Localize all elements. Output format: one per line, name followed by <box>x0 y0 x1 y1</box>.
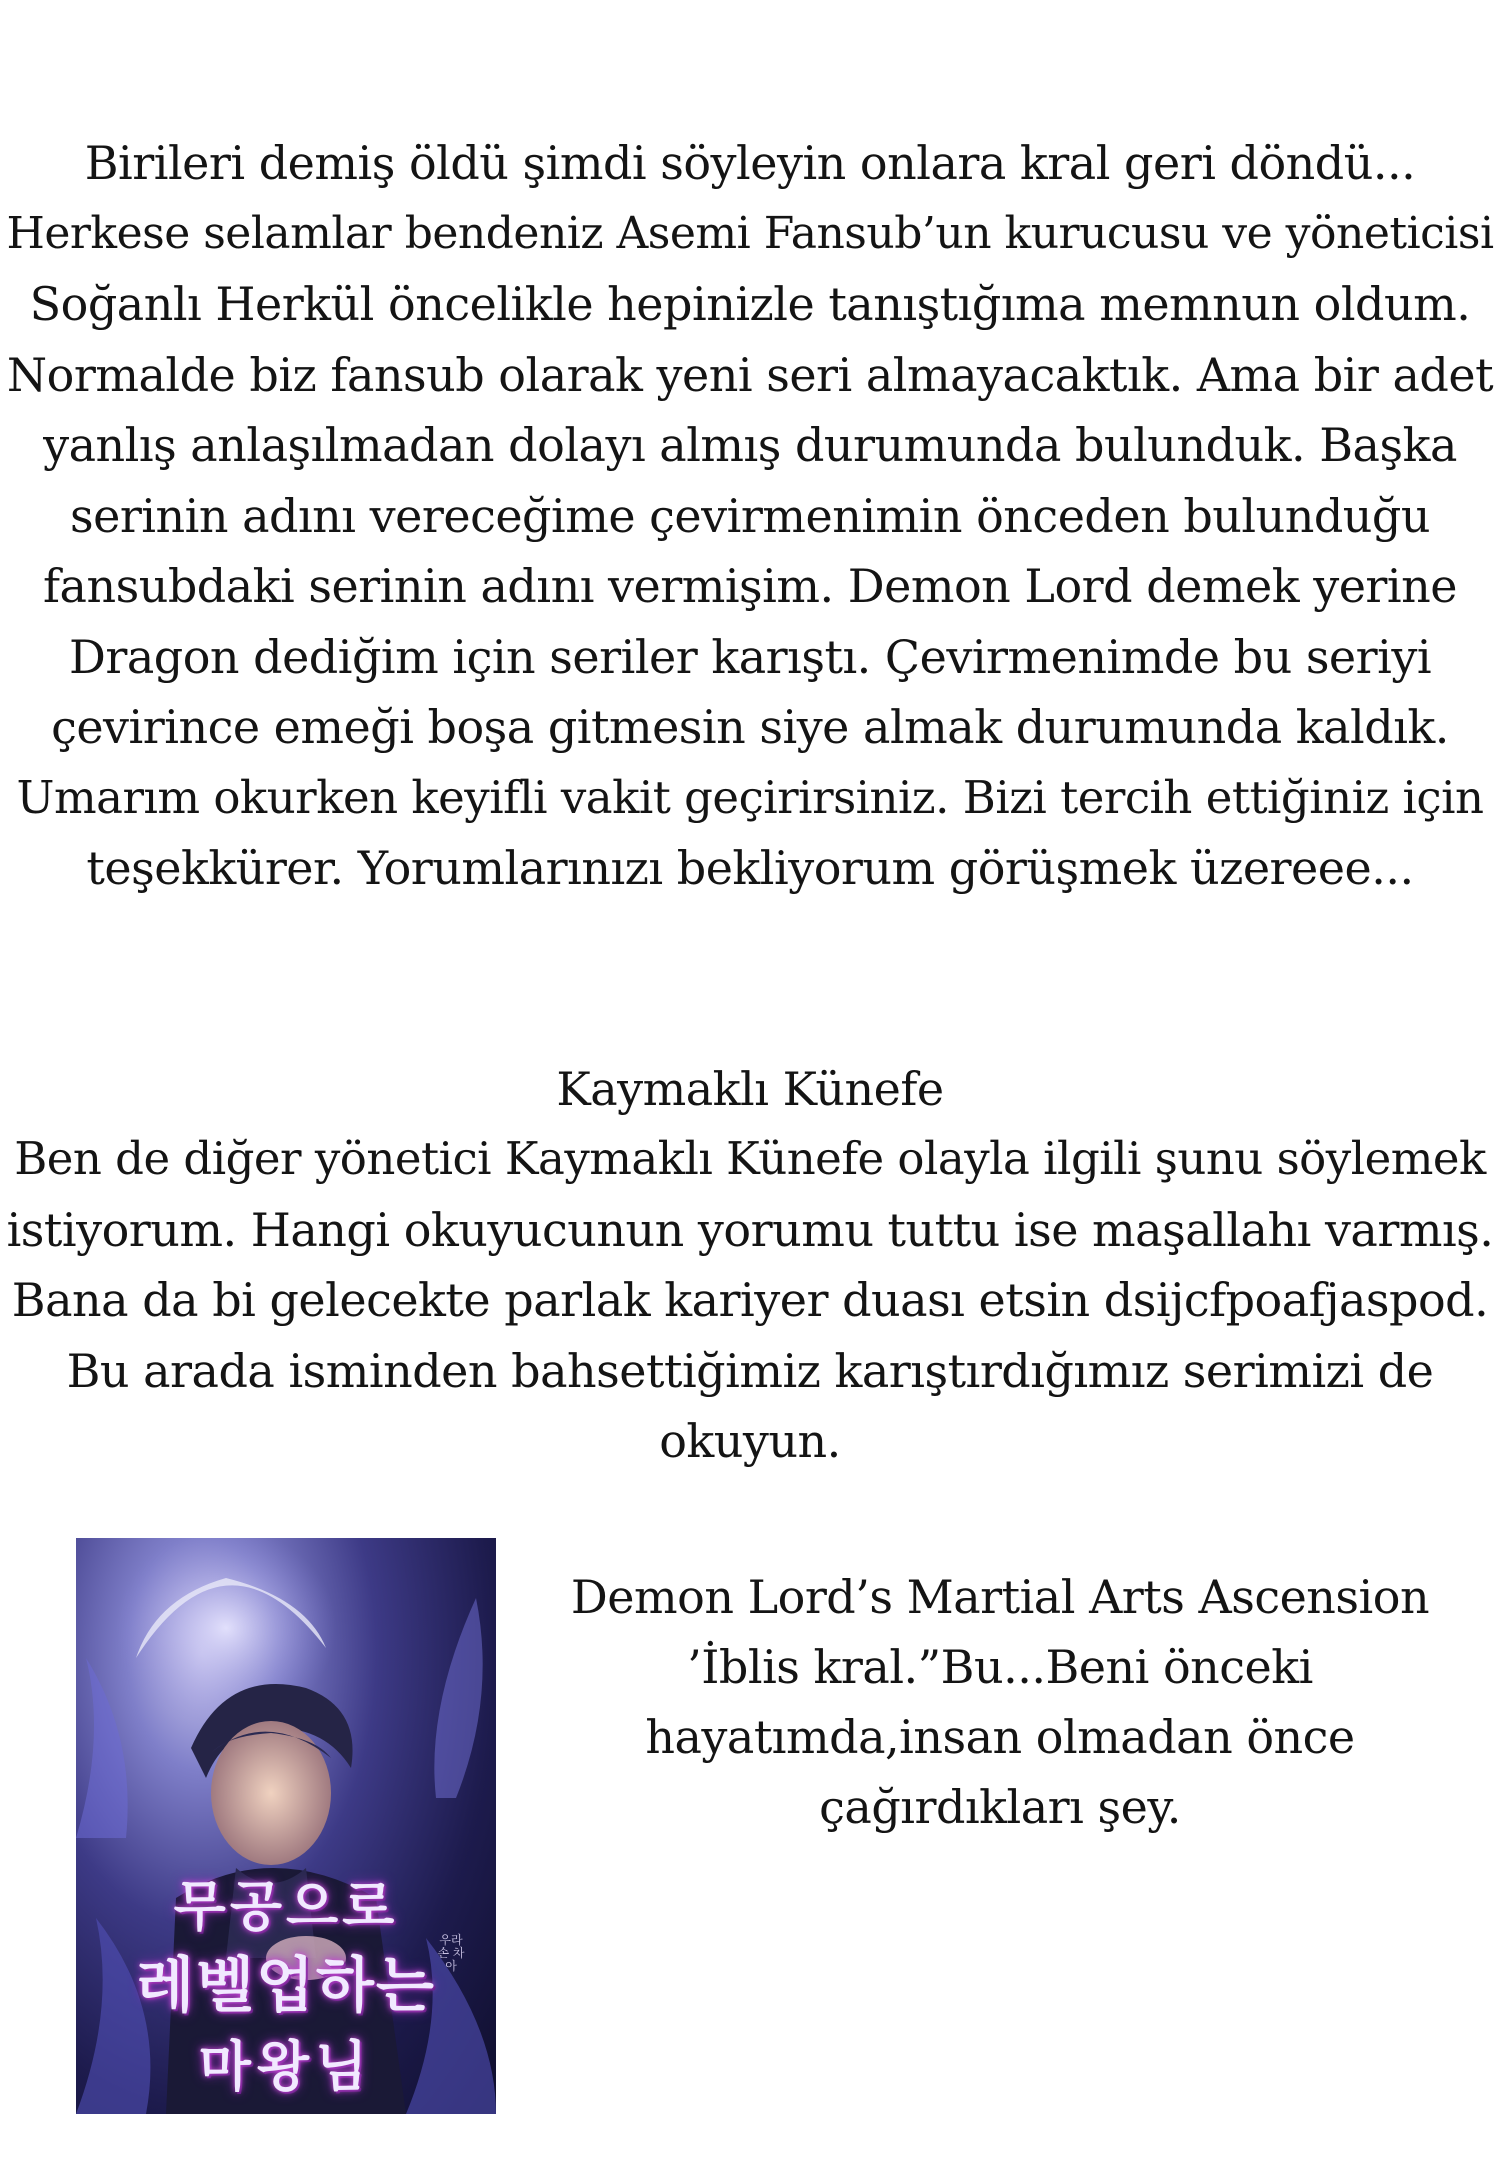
series-info <box>540 1562 1460 1842</box>
text-line: Birileri demiş öldü şimdi söyleyin onlara kral geri döndü... <box>84 136 1416 190</box>
text-line: okuyun. <box>659 1414 841 1468</box>
text-line: Normalde biz fansub olarak yeni seri almayacaktık. Ama bir adet <box>6 347 1494 402</box>
text-line: Dragon dediğim için seriler karıştı. Çevirmenimde bu seriyi <box>68 629 1432 684</box>
author-note-paragraph <box>0 1124 1500 1477</box>
text-line: fansubdaki serinin adını vermişim. Demon Lord demek yerine <box>43 559 1457 613</box>
text-line: teşekkürer. Yorumlarınızı bekliyorum görüşmek üzereee... <box>86 841 1414 895</box>
text-line: serinin adını vereceğime çevirmenimin önceden bulunduğu <box>69 488 1431 543</box>
text-line: Bana da bi gelecekte parlak kariyer duası etsin dsijcfpoafjaspod. <box>11 1273 1489 1327</box>
series-description-line: çağırdıkları şey. <box>819 1780 1181 1834</box>
series-description-line: ’İblis kral.”Bu...Beni önceki <box>687 1640 1313 1694</box>
series-cover-image <box>76 1538 496 2114</box>
author-name <box>0 1054 1500 1125</box>
cover-title-line: 무공으로 <box>173 1875 399 1938</box>
series-description-line: hayatımda,insan olmadan önce <box>645 1710 1355 1764</box>
text-line: istiyorum. Hangi okuyucunun yorumu tuttu ise maşallahı varmış. <box>6 1202 1494 1257</box>
text-line: Umarım okurken keyifli vakit geçirirsiniz. Bizi tercih ettiğiniz için <box>16 770 1484 824</box>
cover-title-line: 마왕님 <box>198 2035 374 2098</box>
text-line: Herkese selamlar bendeniz Asemi Fansub’un kurucusu ve yöneticisi <box>6 207 1494 259</box>
text-line: çevirince emeği boşa gitmesin siye almak durumunda kaldık. <box>51 700 1449 754</box>
series-title: Demon Lord’s Martial Arts Ascension <box>570 1570 1430 1624</box>
text-line: Bu arada isminden bahsettiğimiz karıştırdığımız serimizi de <box>66 1343 1434 1398</box>
intro-paragraph <box>0 128 1500 904</box>
text-line: Ben de diğer yönetici Kaymaklı Künefe olayla ilgili şunu söylemek <box>14 1132 1486 1185</box>
cover-subtitle: 우라 손 차 아 <box>437 1933 465 1973</box>
text-line: yanlış anlaşılmadan dolayı almış durumunda bulunduk. Başka <box>43 418 1457 472</box>
cover-title-line: 레벨업하는 <box>136 1951 436 2021</box>
text-line: Soğanlı Herkül öncelikle hepinizle tanıştığıma memnun oldum. <box>29 277 1471 331</box>
author-name-text: Kaymaklı Künefe <box>556 1062 944 1116</box>
